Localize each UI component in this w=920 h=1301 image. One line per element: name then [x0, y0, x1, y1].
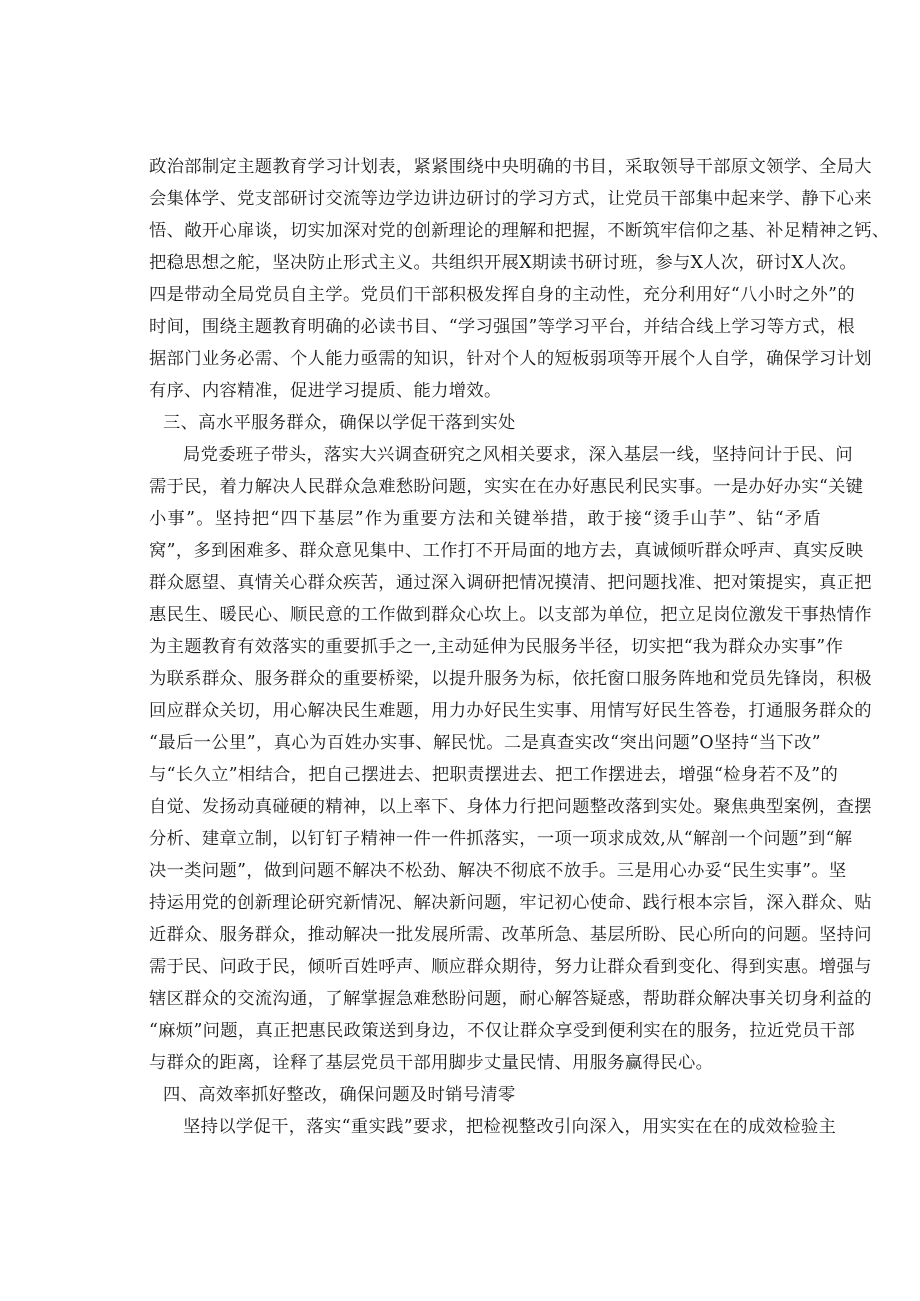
paragraph-serve-public [149, 439, 872, 1079]
text-line: 决一类问题”，做到问题不解决不松劲、解决不彻底不放手。三是用心办妥“民生实事”。坚 [149, 861, 847, 881]
section-heading-4: 四、高效率抓好整改，确保问题及时销号清零 [163, 1085, 516, 1105]
paragraph-study-plan [149, 151, 890, 407]
paragraph-rectification [149, 1111, 837, 1143]
text-line: 辖区群众的交流沟通，了解掌握急难愁盼问题，耐心解答疑惑，帮助群众解决事关切身利益的 [149, 989, 872, 1009]
text-line: 悟、敞开心扉谈，切实加深对党的创新理论的理解和把握，不断筑牢信仰之基、补足精神之钙、 [149, 221, 890, 241]
text-line: 四是带动全局党员自主学。党员们干部积极发挥自身的主动性，充分利用好“八小时之外”的 [149, 285, 855, 305]
text-line: 坚持以学促干，落实“重实践”要求，把检视整改引向深入，用实实在在的成效检验主 [183, 1117, 837, 1137]
text-line: 据部门业务必需、个人能力亟需的知识，针对个人的短板弱项等开展个人自学，确保学习计划 [149, 349, 872, 369]
section-heading-3: 三、高水平服务群众，确保以学促干落到实处 [163, 413, 516, 433]
text-line: 把稳思想之舵，坚决防止形式主义。共组织开展X期读书研讨班，参与X人次，研讨X人次。 [149, 253, 857, 273]
text-line: 分析、建章立制，以钉钉子精神一件一件抓落实，一项一项求成效,从“解剖一个问题”到“解 [149, 829, 853, 849]
text-line: 群众愿望、真情关心群众疾苦，通过深入调研把情况摸清、把问题找准、把对策提实，真正把 [149, 573, 872, 593]
text-line: “最后一公里”，真心为百姓办实事、解民忧。二是真查实改“突出问题”O坚持“当下改” [149, 733, 821, 753]
text-line: 与群众的距离，诠释了基层党员干部用脚步丈量民情、用服务赢得民心。 [149, 1053, 714, 1073]
text-line: 会集体学、党支部研讨交流等边学边讲边研讨的学习方式，让党员干部集中起来学、静下心来 [149, 189, 872, 209]
text-line: 时间，围绕主题教育明确的必读书目、“学习强国”等学习平台，并结合线上学习等方式，根 [149, 317, 855, 337]
text-line: 政治部制定主题教育学习计划表，紧紧围绕中央明确的书目，采取领导干部原文领学、全局大 [149, 157, 872, 177]
text-line: 自觉、发扬动真碰硬的精神，以上率下、身体力行把问题整改落到实处。聚焦典型案例，查摆 [149, 797, 872, 817]
text-line: 需于民，着力解决人民群众急难愁盼问题，实实在在办好惠民利民实事。一是办好办实“关键 [149, 477, 864, 497]
document-body [149, 151, 890, 1143]
text-line: 有序、内容精准，促进学习提质、能力增效。 [149, 381, 502, 401]
text-line: 小事”。坚持把“四下基层”作为重要方法和关键举措，敢于接“烫手山芋”、钻“矛盾 [149, 509, 821, 529]
text-line: 窝”，多到困难多、群众意见集中、工作打不开局面的地方去，真诚倾听群众呼声、真实反映 [149, 541, 864, 561]
text-line: 近群众、服务群众，推动解决一批发展所需、改革所急、基层所盼、民心所向的问题。坚持问 [149, 925, 872, 945]
text-line: 需于民、问政于民，倾听百姓呼声、顺应群众期待，努力让群众看到变化、得到实惠。增强与 [149, 957, 872, 977]
text-line: 与“长久立”相结合，把自己摆进去、把职责摆进去、把工作摆进去，增强“检身若不及”的 [149, 765, 839, 785]
text-line: “麻烦”问题，真正把惠民政策送到身边，不仅让群众享受到便利实在的服务，拉近党员干部 [149, 1021, 855, 1041]
text-line: 局党委班子带头，落实大兴调查研究之风相关要求，深入基层一线，坚持问计于民、问 [183, 445, 853, 465]
text-line: 回应群众关切，用心解决民生难题，用力办好民生实事、用情写好民生答卷，打通服务群众的 [149, 701, 872, 721]
text-line: 持运用党的创新理论研究新情况、解决新问题，牢记初心使命、践行根本宗旨，深入群众、贴 [149, 893, 872, 913]
text-line: 为主题教育有效落实的重要抓手之一,主动延伸为民服务半径，切实把“我为群众办实事”作 [149, 637, 844, 657]
text-line: 惠民生、暖民心、顺民意的工作做到群众心坎上。以支部为单位，把立足岗位激发干事热情作 [149, 605, 872, 625]
text-line: 为联系群众、服务群众的重要桥梁，以提升服务为标，依托窗口服务阵地和党员先锋岗，积极 [149, 669, 872, 689]
